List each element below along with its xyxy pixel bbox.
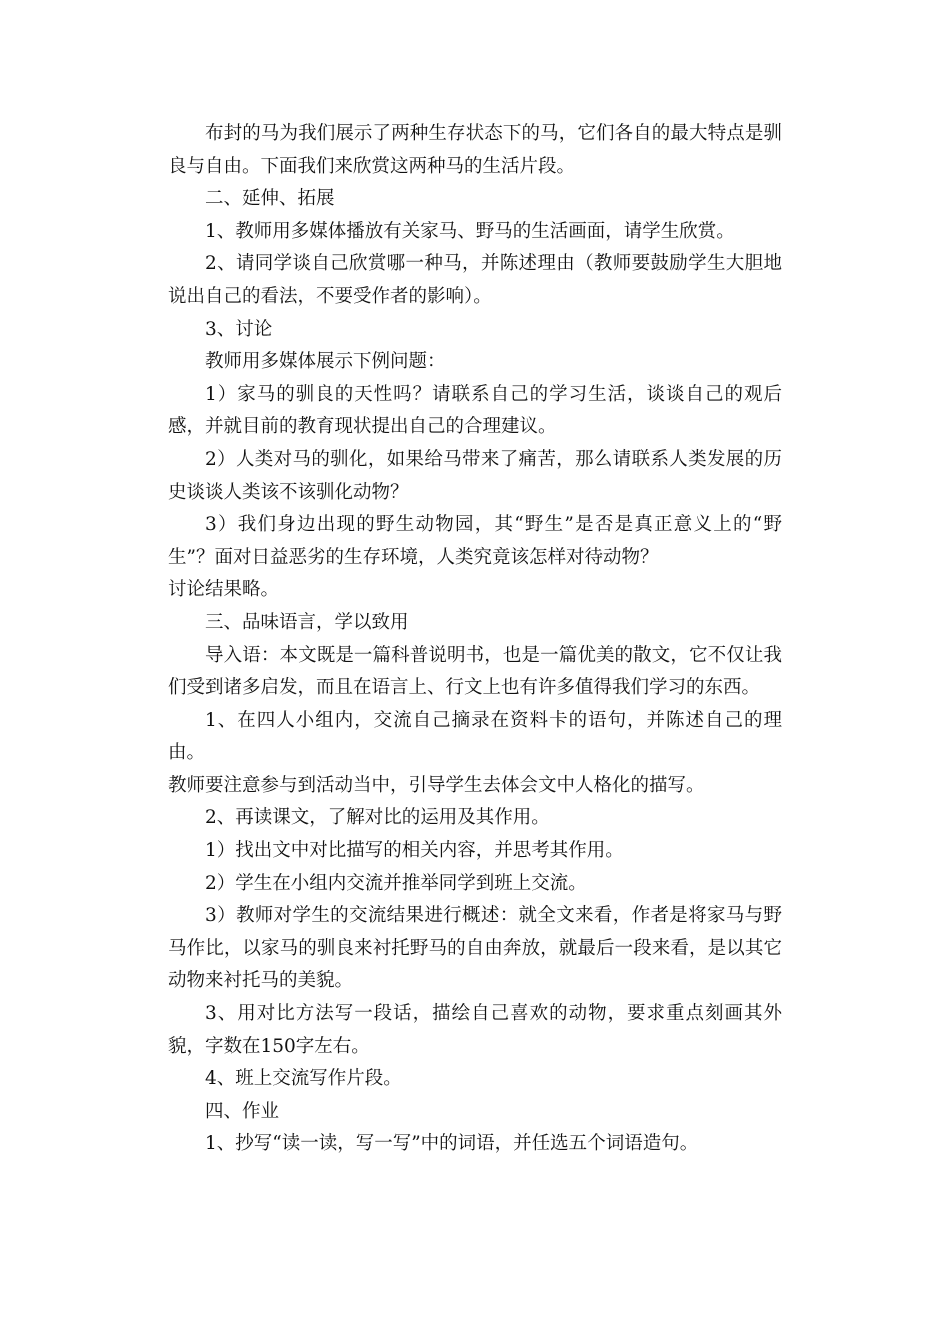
paragraph-note: 教师要注意参与到活动当中，引导学生去体会文中人格化的描写。	[168, 774, 705, 796]
paragraph-item: 教师用多媒体展示下例问题：	[205, 351, 446, 373]
paragraph-intro: 布封的马为我们展示了两种生存状态下的马，它们各自的最大特点是驯良与自由。下面我们来欣赏这两种马的生活片段。	[168, 123, 782, 177]
paragraph-item: 1、教师用多媒体播放有关家马、野马的生活画面，请学生欣赏。	[205, 220, 735, 242]
paragraph-subitem: 2）学生在小组内交流并推举同学到班上交流。	[205, 872, 587, 894]
paragraph-item: 2、请同学谈自己欣赏哪一种马，并陈述理由（教师要鼓励学生大胆地说出自己的看法，不要受作者的影响）。	[168, 253, 782, 307]
paragraph-subitem: 1）找出文中对比描写的相关内容，并思考其作用。	[205, 840, 624, 862]
paragraph-question: 3）我们身边出现的野生动物园，其“野生”是否是真正意义上的“野生”？面对日益恶劣的生存环境，人类究竟该怎样对待动物？	[168, 514, 782, 568]
paragraph-item: 4、班上交流写作片段。	[205, 1068, 402, 1090]
paragraph-item: 1、抄写“读一读，写一写”中的词语，并任选五个词语造句。	[205, 1133, 699, 1155]
document-body	[168, 118, 782, 1161]
paragraph-item: 3、用对比方法写一段话，描绘自己喜欢的动物，要求重点刻画其外貌，字数在150字左右。	[168, 1003, 782, 1057]
paragraph-question: 2）人类对马的驯化，如果给马带来了痛苦，那么请联系人类发展的历史谈谈人类该不该驯化动物？	[168, 448, 782, 503]
section-heading-homework: 四、作业	[205, 1100, 280, 1122]
paragraph-item: 2、再读课文，了解对比的运用及其作用。	[205, 807, 550, 829]
paragraph-item: 1、在四人小组内，交流自己摘录在资料卡的语句，并陈述自己的理由。	[168, 709, 782, 764]
paragraph-question: 1）家马的驯良的天性吗？请联系自己的学习生活，谈谈自己的观后感，并就目前的教育现状提出自己的合理建议。	[168, 383, 782, 438]
paragraph-lead-in: 导入语：本文既是一篇科普说明书，也是一篇优美的散文，它不仅让我们受到诸多启发，而且在语言上、行文上也有许多值得我们学习的东西。	[168, 644, 782, 699]
paragraph-note: 讨论结果略。	[168, 579, 280, 601]
section-heading-extension: 二、延伸、拓展	[205, 188, 335, 210]
paragraph-item: 3、讨论	[205, 318, 273, 340]
paragraph-subitem: 3）教师对学生的交流结果进行概述：就全文来看，作者是将家马与野马作比，以家马的驯良来衬托野马的自由奔放，就最后一段来看，是以其它动物来衬托马的美貌。	[168, 905, 782, 992]
section-heading-language: 三、品味语言，学以致用	[205, 611, 409, 633]
